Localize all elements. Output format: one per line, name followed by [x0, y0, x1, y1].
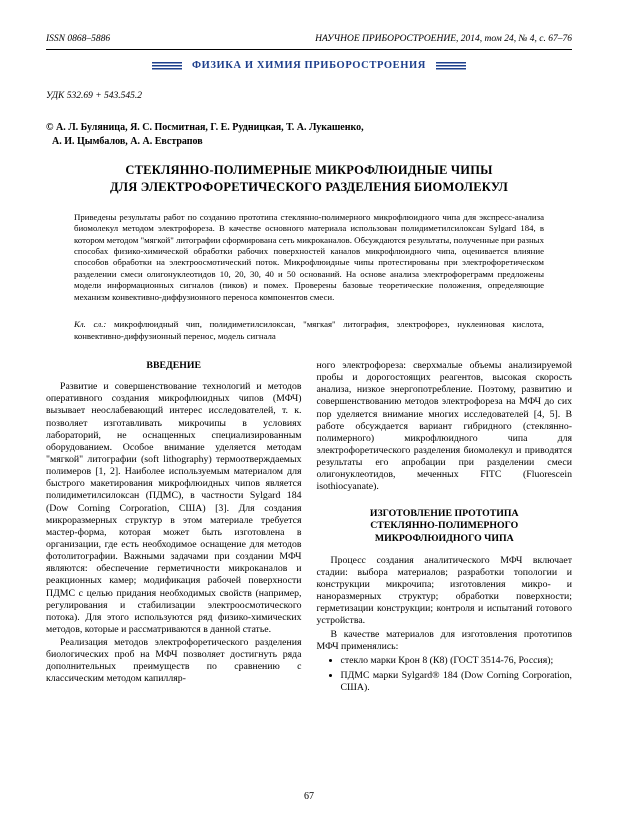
article-title: [46, 162, 572, 196]
continuation-paragraph: ного электрофореза: сверхмалые объемы анализируемой пробы и дорогостоящих реагентов, высокая скорость анализа, низкое энергопотребление. Поэтому, развитию и совершенствованию методов электрофореза на МФЧ до сих пор уделяется внимание многих исследователей [4, 5]. В работе обсуждается вариант гибридного (стеклянно-полимерного) микрофлюидного чипа для электрофоретического разделения биомолекул и приводятся результаты его апробации при разделении смеси олигонуклеотидов, меченных FITC (Fluorescein isothiocyanate).: [316, 359, 572, 493]
two-column-body: [46, 360, 572, 697]
page-number: 67: [304, 791, 314, 802]
issn-label: ISSN 0868–5886: [46, 34, 111, 44]
journal-info: НАУЧНОЕ ПРИБОРОСТРОЕНИЕ, 2014, том 24, № 4, c. 67–76: [315, 34, 572, 44]
left-column: [46, 360, 302, 697]
section-heading-fabrication: [317, 508, 573, 546]
udk-code: УДК 532.69 + 543.545.2: [46, 91, 143, 101]
banner-ornament-right-icon: [436, 62, 466, 70]
keywords-text: микрофлюидный чип, полидиметилсилоксан, "мягкая" литография, электрофорез, нуклеиновая кислота, конвективно-диффузионный перенос, модель сигнала: [74, 319, 544, 341]
intro-paragraph-2: Реализация методов электрофоретического разделения биологических проб на МФЧ позволяет достигнуть ряда дополнительных преимуществ по сравнению с классическим методом капилляр-: [46, 637, 302, 685]
materials-list-item: • стекло марки Крон 8 (К8) (ГОСТ 3514-76, Россия);: [341, 655, 573, 667]
right-column: [317, 360, 573, 697]
keywords-block: [74, 319, 544, 342]
fabrication-heading-line-2: СТЕКЛЯННО-ПОЛИМЕРНОГО: [370, 520, 519, 532]
abstract-text: Приведены результаты работ по созданию прототипа стеклянно-полимерного микрофлюидного чипа для экспресс-анализа биомолекул методом электрофореза. В качестве основного материала использован полидиметилсилоксан Sylgard 184, в котором методом "мягкой" литографии сформирована сеть микроканалов. Обсуждаются результаты, полученные при разных способах физико-химической обработки рабочих поверхностей каналов микрофлюидного чипа, оценивается влияние способов обработки на электроосмотический поток. Микрофлюидные чипы протестированы при электрофоретическом разделении смеси олигонуклеотидов 10, 20, 30, 40 и 50 оснований. На основе анализа электрофореграмм предложены модели информационных сигналов (пиков) и помех. Проверены базовые теоретические положения, определяющие механизм конвективно-диффузионного переноса компонентов смеси.: [74, 211, 544, 302]
article-title-line-1: СТЕКЛЯННО-ПОЛИМЕРНЫЕ МИКРОФЛЮИДНЫЕ ЧИПЫ: [125, 163, 493, 177]
fabrication-paragraph-2: В качестве материалов для изготовления прототипов МФЧ применялись:: [316, 628, 572, 652]
fabrication-paragraph-1: Процесс создания аналитического МФЧ включает стадии: выбора материалов; разработки топологии и конструкции микрочипа; изготовления микро- и наноразмерных структур; обработки поверхности; герметизации конструкции; контроля и испытаний готового устройства.: [316, 554, 572, 627]
authors-block: [46, 121, 572, 148]
authors-line-2: А. И. Цымбалов, А. А. Евстрапов: [52, 135, 203, 147]
authors-line-1: © А. Л. Буляница, Я. С. Посмитная, Г. Е. Рудницкая, Т. А. Лукашенко,: [46, 122, 364, 133]
section-banner: [46, 60, 572, 71]
banner-ornament-left-icon: [152, 62, 182, 70]
article-title-line-2: ДЛЯ ЭЛЕКТРОФОРЕТИЧЕСКОГО РАЗДЕЛЕНИЯ БИОМОЛЕКУЛ: [109, 179, 509, 194]
journal-header: [46, 34, 572, 50]
intro-paragraph-1: Развитие и совершенствование технологий и методов оперативного создания микрофлюидных чипов (МФЧ) вызывает неослабевающий интерес исследователей, т. к. позволяет изготавливать микрочипы в условиях лабораторий, не оснащенных специализированным оборудованием. Особое внимание уделяется методам "мягкой" литографии (soft lithography) термоотверждаемых полимеров [1, 2]. Наиболее используемым материалом для быстрого макетирования микрофлюидных чипов является полидиметилсилоксан (ПДМС), в частности Sylgard 184 (Dow Corning Corporation, США) [3]. Для создания микроразмерных структур в этом материале требуется мастер-форма, которая может быть изготовлена в организации, где есть необходимое оснащение для методов фотолитографии. Важными задачами при создании МФЧ являются: обеспечение герметичности микроканалов и реакционных камер; модификация рабочей поверхности ПДМС с целью придания необходимых свойств (например, регулирования и стабилизации электроосмотического потока). Для этого используются ряд физико-химических методов, которые и рассматриваются в данной статье.: [46, 381, 302, 635]
keywords-label: Кл. сл.:: [74, 319, 107, 330]
materials-list-item: • ПДМС марки Sylgard® 184 (Dow Corning Corporation, США).: [341, 670, 573, 694]
section-banner-title: ФИЗИКА И ХИМИЯ ПРИБОРОСТРОЕНИЯ: [191, 60, 426, 71]
fabrication-heading-line-1: ИЗГОТОВЛЕНИЕ ПРОТОТИПА: [369, 507, 519, 519]
section-heading-introduction: ВВЕДЕНИЕ: [146, 359, 202, 371]
fabrication-heading-line-3: МИКРОФЛЮИДНОГО ЧИПА: [374, 532, 514, 544]
materials-list: [317, 655, 573, 694]
